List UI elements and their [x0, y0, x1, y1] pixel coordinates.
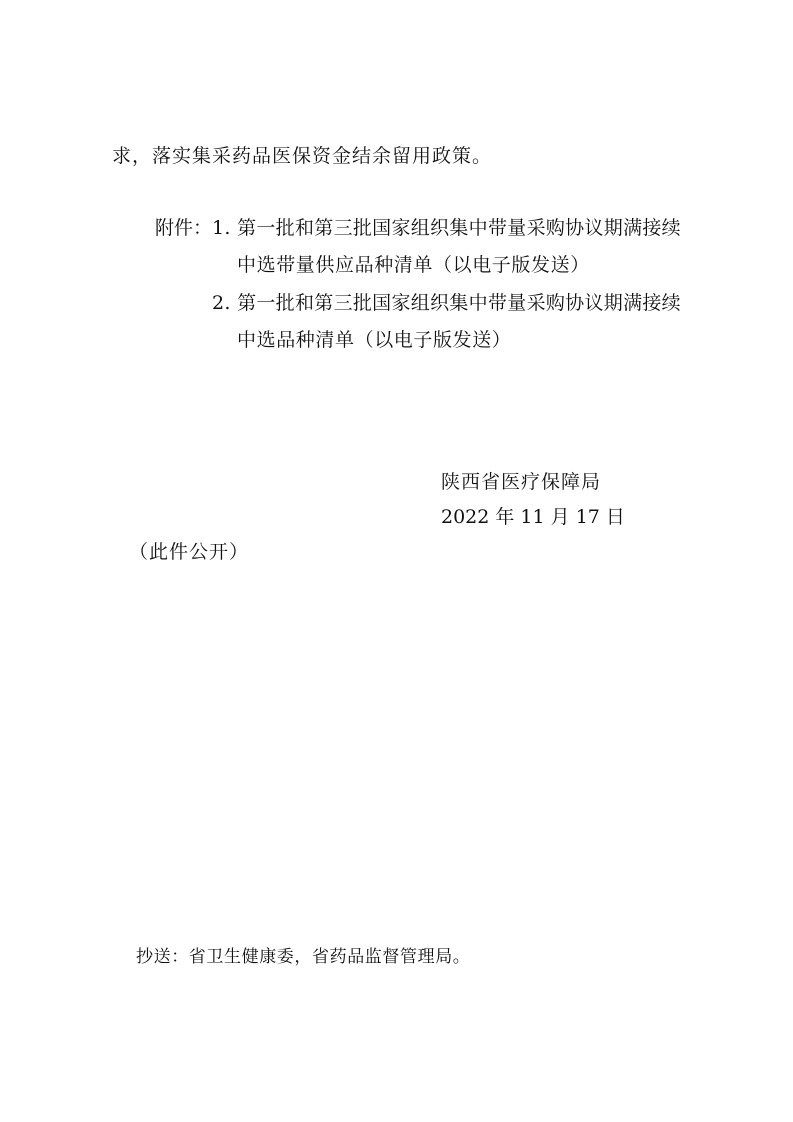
- attachment-1-line-2: 中选带量供应品种清单（以电子版发送）: [237, 254, 590, 276]
- attachment-1-line-1: 1. 第一批和第三批国家组织集中带量采购协议期满接续: [212, 217, 681, 239]
- attachment-2-line-1: 2. 第一批和第三批国家组织集中带量采购协议期满接续: [212, 292, 681, 314]
- cc-line: 抄送：省卫生健康委，省药品监督管理局。: [136, 947, 471, 967]
- issuing-organization: 陕西省医疗保障局: [441, 471, 602, 493]
- attachments-label: 附件：: [155, 217, 213, 239]
- attachment-2-line-2: 中选品种清单（以电子版发送）: [237, 329, 512, 351]
- disclosure-note: （此件公开）: [129, 541, 250, 563]
- issue-date: 2022 年 11 月 17 日: [441, 506, 625, 528]
- body-paragraph-continuation: 求，落实集采药品医保资金结余留用政策。: [112, 145, 493, 167]
